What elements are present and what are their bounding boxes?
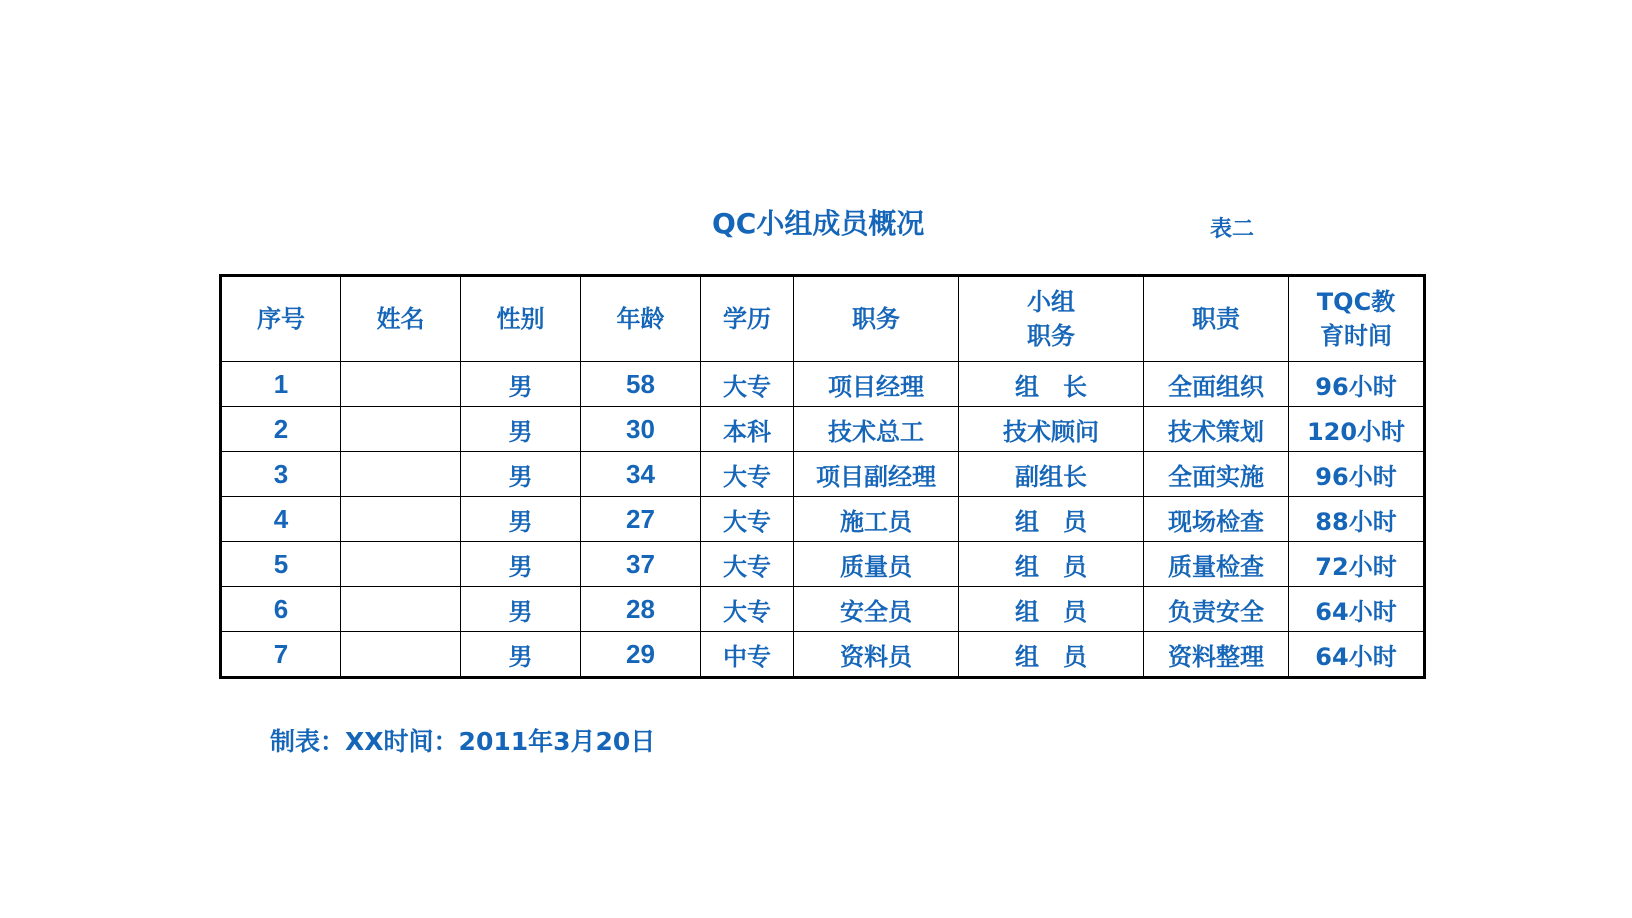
table-cell: 男 [461, 407, 581, 452]
table-cell: 组 员 [959, 632, 1144, 678]
table-cell: 组 员 [959, 542, 1144, 587]
table-cell: 7 [221, 632, 341, 678]
table-cell: 大专 [701, 497, 794, 542]
table-cell: 3 [221, 452, 341, 497]
header-cell: 性别 [461, 276, 581, 362]
table-cell [341, 542, 461, 587]
table-cell: 大专 [701, 362, 794, 407]
table-cell: 施工员 [794, 497, 959, 542]
header-cell-line: 育时间 [1320, 322, 1392, 350]
table-cell: 大专 [701, 452, 794, 497]
table-cell: 58 [581, 362, 701, 407]
table-cell: 34 [581, 452, 701, 497]
table-cell [341, 452, 461, 497]
header-cell: 职务 [794, 276, 959, 362]
table-cell: 男 [461, 362, 581, 407]
table-cell [341, 407, 461, 452]
table-row [221, 632, 1425, 678]
table-row [221, 497, 1425, 542]
table-cell [341, 587, 461, 632]
table-cell: 27 [581, 497, 701, 542]
table-cell: 88小时 [1289, 497, 1425, 542]
table-cell: 质量检查 [1144, 542, 1289, 587]
table-cell: 项目副经理 [794, 452, 959, 497]
table-cell: 资料员 [794, 632, 959, 678]
footer-note: 制表：XX时间：2011年3月20日 [270, 727, 656, 756]
table-cell: 男 [461, 452, 581, 497]
table-cell: 安全员 [794, 587, 959, 632]
header-cell-line: 职务 [1027, 322, 1075, 350]
table-cell: 男 [461, 632, 581, 678]
table-row [221, 452, 1425, 497]
table-title: QC小组成员概况 [712, 207, 925, 240]
table-cell: 1 [221, 362, 341, 407]
header-cell: 职责 [1144, 276, 1289, 362]
table-cell: 技术顾问 [959, 407, 1144, 452]
table-cell: 负责安全 [1144, 587, 1289, 632]
header-row [221, 276, 1425, 362]
table-cell: 72小时 [1289, 542, 1425, 587]
header-cell-line: 小组 [1027, 288, 1075, 316]
table-cell: 组 员 [959, 587, 1144, 632]
table-cell: 30 [581, 407, 701, 452]
table-cell: 项目经理 [794, 362, 959, 407]
header-cell: 姓名 [341, 276, 461, 362]
table-row [221, 407, 1425, 452]
table-cell: 组 长 [959, 362, 1144, 407]
table-cell: 120小时 [1289, 407, 1425, 452]
header-cell [1289, 276, 1425, 362]
table-cell: 副组长 [959, 452, 1144, 497]
table-cell: 男 [461, 497, 581, 542]
table-cell: 技术策划 [1144, 407, 1289, 452]
table-cell: 男 [461, 587, 581, 632]
table-cell: 5 [221, 542, 341, 587]
table-cell: 2 [221, 407, 341, 452]
table-cell: 64小时 [1289, 632, 1425, 678]
table-cell: 64小时 [1289, 587, 1425, 632]
header-cell: 学历 [701, 276, 794, 362]
header-cell [959, 276, 1144, 362]
table-cell: 全面组织 [1144, 362, 1289, 407]
table-cell: 全面实施 [1144, 452, 1289, 497]
table-cell: 大专 [701, 587, 794, 632]
members-table [219, 274, 1426, 679]
header-cell: 年龄 [581, 276, 701, 362]
table-cell [341, 362, 461, 407]
table-cell: 96小时 [1289, 452, 1425, 497]
table-cell: 96小时 [1289, 362, 1425, 407]
header-cell: 序号 [221, 276, 341, 362]
table-row [221, 542, 1425, 587]
table-cell: 大专 [701, 542, 794, 587]
table-cell: 4 [221, 497, 341, 542]
table-row [221, 362, 1425, 407]
table-cell: 37 [581, 542, 701, 587]
table-cell: 资料整理 [1144, 632, 1289, 678]
table-cell: 技术总工 [794, 407, 959, 452]
header-cell-line: TQC教 [1316, 288, 1396, 316]
table-cell [341, 632, 461, 678]
table-row [221, 587, 1425, 632]
table-cell: 中专 [701, 632, 794, 678]
table-cell: 男 [461, 542, 581, 587]
table-cell: 质量员 [794, 542, 959, 587]
table-number: 表二 [1210, 217, 1255, 242]
table-cell [341, 497, 461, 542]
table-cell: 6 [221, 587, 341, 632]
table-body [221, 362, 1425, 678]
table-cell: 28 [581, 587, 701, 632]
table-cell: 组 员 [959, 497, 1144, 542]
table-cell: 29 [581, 632, 701, 678]
table-cell: 本科 [701, 407, 794, 452]
table-cell: 现场检查 [1144, 497, 1289, 542]
